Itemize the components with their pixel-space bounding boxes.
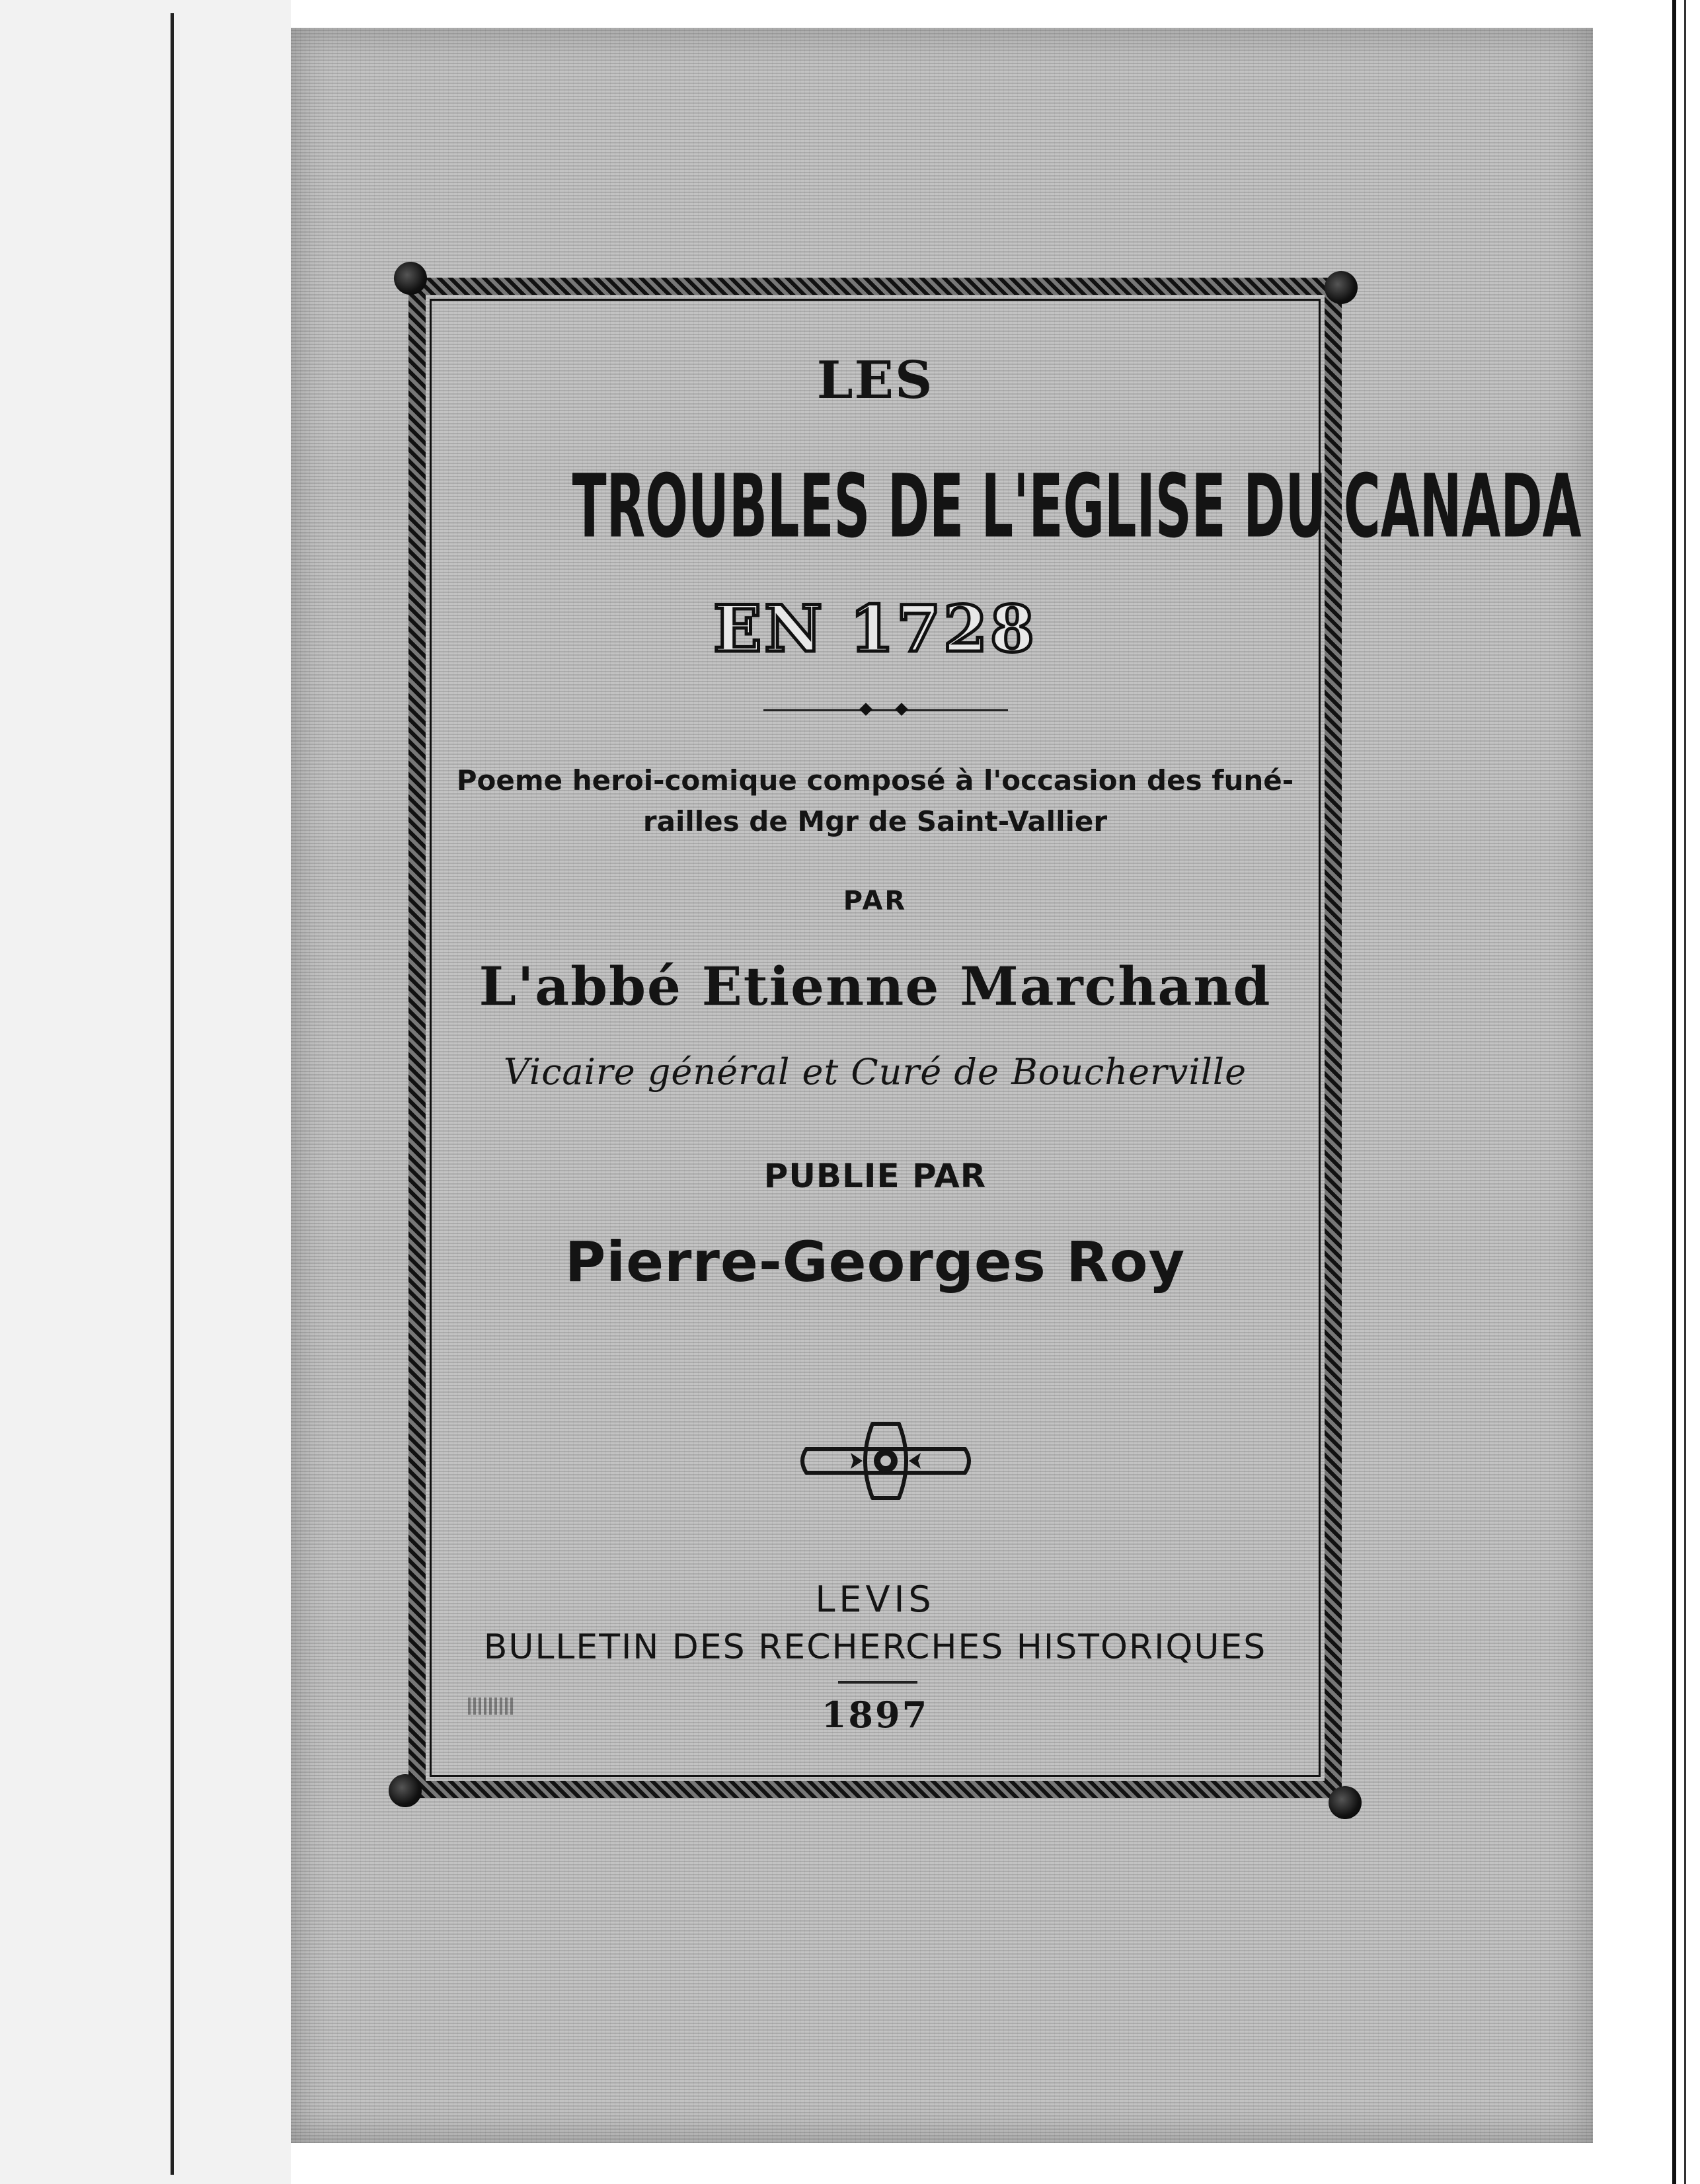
date-rule: [838, 1681, 917, 1684]
publisher-name: BULLETIN DES RECHERCHES HISTORIQUES: [483, 1627, 1267, 1667]
title-main: TROUBLES DE L'EGLISE DU CANADA: [572, 456, 1582, 558]
by-label: PAR: [843, 886, 908, 916]
corner-ornament-bottom-right: [1329, 1786, 1362, 1819]
subtitle: [430, 760, 1321, 842]
publication-year: 1897: [821, 1694, 929, 1736]
library-stamp-mark: [468, 1697, 514, 1715]
subtitle-line-2: railles de Mgr de Saint-Vallier: [642, 805, 1108, 838]
publication-place: LEVIS: [815, 1579, 935, 1620]
corner-ornament-bottom-left: [389, 1774, 422, 1807]
published-by-label: PUBLIE PAR: [763, 1157, 987, 1195]
author-name: L'abbé Etienne Marchand: [479, 955, 1272, 1017]
title-divider: [763, 709, 1008, 711]
subtitle-line-1: Poeme heroi-comique composé à l'occasion des funé-: [456, 764, 1294, 797]
page-edge-line-outer: [1684, 0, 1686, 2184]
corner-ornament-top-left: [394, 262, 427, 295]
page-edge-line: [1672, 0, 1676, 2184]
title-line-les: LES: [816, 350, 934, 410]
corner-ornament-top-right: [1325, 271, 1358, 304]
page-gutter-line: [171, 13, 174, 2175]
fleuron-ornament-icon: [800, 1415, 972, 1507]
facing-page: [0, 0, 291, 2184]
title-year: EN 1728: [713, 592, 1037, 666]
editor-name: Pierre-Georges Roy: [564, 1229, 1186, 1294]
author-role: Vicaire général et Curé de Boucherville: [503, 1051, 1247, 1093]
